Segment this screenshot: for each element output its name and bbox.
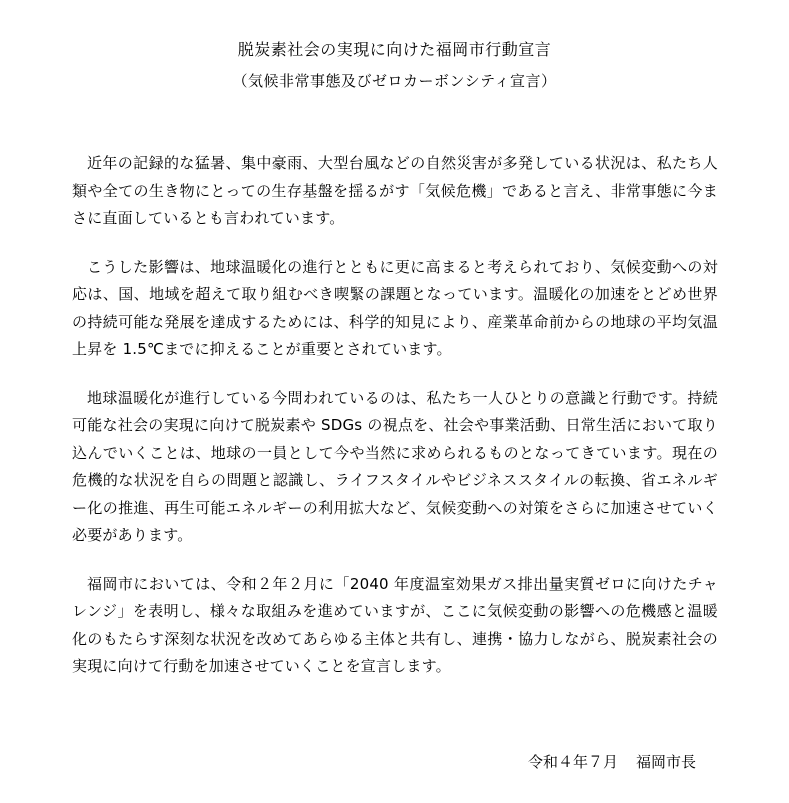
declaration-date: 令和４年７月 xyxy=(527,753,618,771)
signatory: 福岡市長 xyxy=(635,753,696,771)
declaration-body xyxy=(72,150,718,702)
paragraph-climate-crisis: 近年の記録的な猛暑、集中豪雨、大型台風などの自然災害が多発している状況は、私たち人類や全ての生き物にとっての生存基盤を揺るがす「気候危機」であると言え、非常事態に今まさに直面しているとも言われています。 xyxy=(72,154,718,227)
paragraph-fukuoka-declaration: 福岡市においては、令和２年２月に「2040 年度温室効果ガス排出量実質ゼロに向けたチャレンジ」を表明し、様々な取組みを進めていますが、ここに気候変動の影響への危機感と温暖化のもたらす深刻な状況を改めてあらゆる主体と共有し、連携・協力しながら、脱炭素社会の実現に向けて行動を加速させていくことを宣言します。 xyxy=(72,574,718,675)
document-subtitle: （気候非常事態及びゼロカーボンシティ宣言） xyxy=(232,72,557,90)
signature-line xyxy=(528,751,696,773)
document-title: 脱炭素社会の実現に向けた福岡市行動宣言 xyxy=(237,40,552,59)
paragraph-individual-action: 地球温暖化が進行している今問われているのは、私たち一人ひとりの意識と行動です。持続可能な社会の実現に向けて脱炭素や SDGs の視点を、社会や事業活動、日常生活において取り込んでいくことは、地球の一員として今や当然に求められるものとなってきています。現在の危機的な状況を自らの問題と認識し、ライフスタイルやビジネススタイルの転換、省エネルギー化の推進、再生可能エネルギーの利用拡大など、気候変動への対策をさらに加速させていく必要があります。 xyxy=(72,388,718,544)
paragraph-global-warming-impact: こうした影響は、地球温暖化の進行とともに更に高まると考えられており、気候変動への対応は、国、地域を超えて取り組むべき喫緊の課題となっています。温暖化の加速をとどめ世界の持続可能な発展を達成するためには、科学的知見により、産業革命前からの地球の平均気温上昇を 1.5℃までに抑えることが重要とされています。 xyxy=(72,257,718,358)
